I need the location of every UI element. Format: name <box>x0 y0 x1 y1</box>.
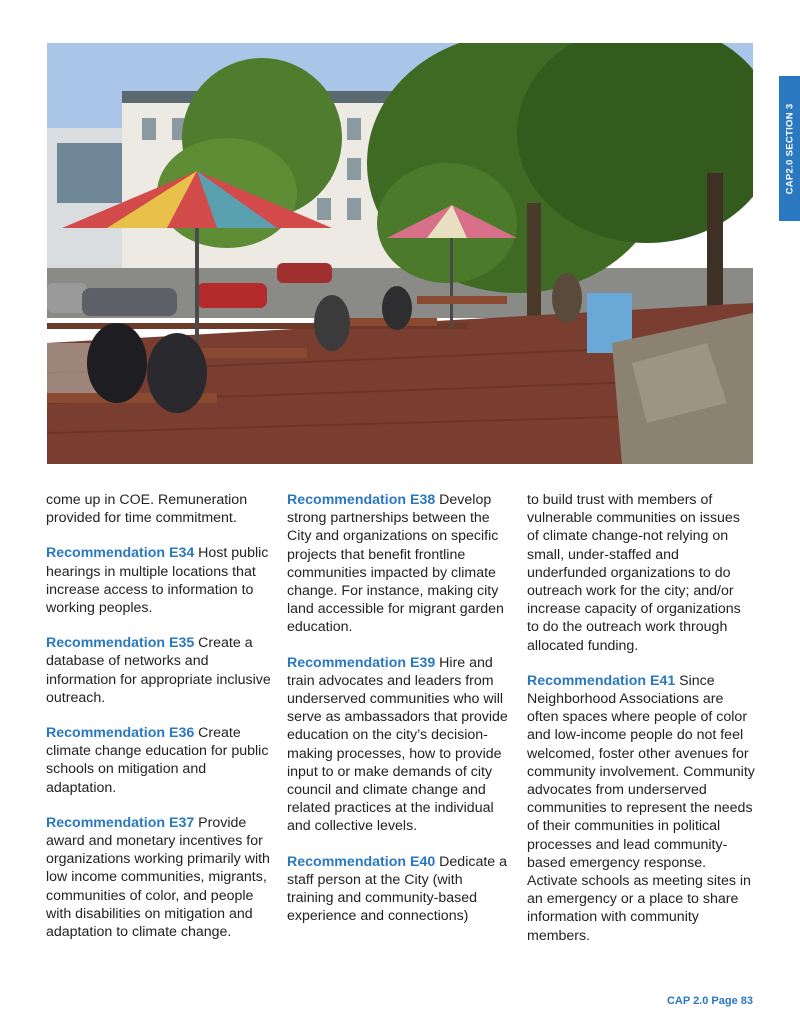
recommendation-e37 <box>46 814 280 941</box>
page-number: CAP 2.0 Page 83 <box>666 995 753 1007</box>
recommendation-label: Recommendation E38 <box>287 492 436 508</box>
recommendation-e38 <box>287 491 511 637</box>
recommendation-label: Recommendation E37 <box>46 814 195 831</box>
recommendation-text: Create climate change education for public schools on mitigation and adaptation. <box>46 725 269 796</box>
section-side-tab <box>779 76 800 221</box>
recommendation-e41 <box>527 672 755 945</box>
text-column-1 <box>46 491 280 958</box>
recommendation-label: Recommendation E35 <box>46 635 195 652</box>
recommendation-e40 <box>287 853 511 926</box>
recommendation-text: Create a database of networks and information for appropriate inclusive outreach. <box>46 635 271 706</box>
recommendation-text: Dedicate a staff person at the City (with training and community-based experience and connections) <box>287 853 508 925</box>
recommendation-e39 <box>287 654 511 836</box>
continuation-text: come up in COE. Remuneration provided for time commitment. <box>46 492 248 527</box>
text-column-2 <box>287 491 511 942</box>
recommendation-text: Since Neighborhood Associations are often spaces where people of color and low-income people do not feel welcomed, foster other avenues for community involvement. Community advocates from underserved communities to represent the needs of their communities in political processes and lead community-based emergency response. Activate schools as meeting sites in an emergency or a place to share information with community members. <box>527 672 755 944</box>
recommendation-text: Provide award and monetary incentives for organizations working primarily with low income communities, migrants, communities of color, and people with disabilities on mitigation and adaptation to climate change. <box>46 814 270 941</box>
recommendation-e34 <box>46 544 280 617</box>
recommendation-label: Recommendation E34 <box>46 545 195 562</box>
recommendation-e36 <box>46 724 280 797</box>
recommendation-label: Recommendation E40 <box>287 853 436 870</box>
recommendation-text: Develop strong partnerships between the City and organizations on specific projects that benefit frontline communities impacted by climate change. For instance, making city land accessible for migrant garden education. <box>287 492 504 636</box>
recommendation-label: Recommendation E39 <box>287 654 436 671</box>
recommendation-label: Recommendation E41 <box>527 672 676 689</box>
recommendation-label: Recommendation E36 <box>46 725 195 742</box>
section-side-tab-label: CAP2.0 SECTION 3 <box>784 103 795 194</box>
recommendation-text: Host public hearings in multiple locations that increase access to information to working peoples. <box>46 545 269 617</box>
recommendation-text: Hire and train advocates and leaders from underserved communities who will serve as ambassadors that provide education on the city’s decision-making processes, how to provide input to or make demands of city council and climate change and related practices at the individual and collective levels. <box>287 654 508 835</box>
continuation-text: to build trust with members of vulnerable communities on issues of climate change-not relying on small, under-staffed and underfunded organizations to do outreach work for the city; and/or increase capacity of organizations to do the outreach work through allocated funding. <box>527 492 741 654</box>
recommendation-e35 <box>46 634 280 707</box>
text-column-3 <box>527 491 755 962</box>
patio-photo <box>47 43 753 464</box>
